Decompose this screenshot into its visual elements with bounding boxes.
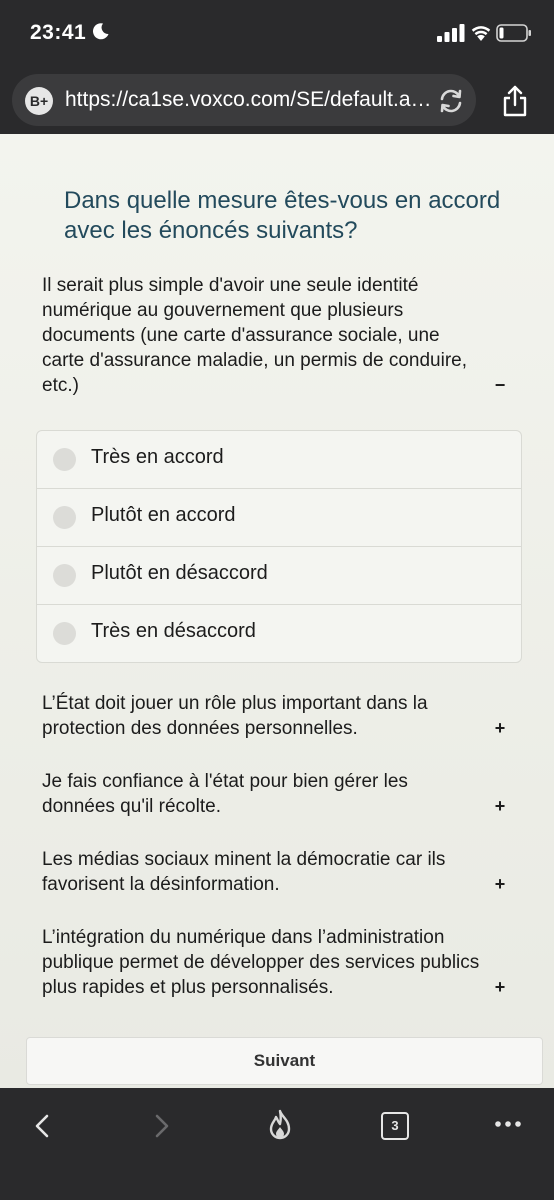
flame-icon[interactable] — [264, 1108, 296, 1144]
statement-5[interactable] — [42, 925, 512, 1000]
moon-icon — [92, 22, 110, 40]
cellular-signal-icon — [437, 24, 465, 42]
radio-button[interactable] — [53, 564, 76, 587]
option-plutot-en-desaccord[interactable] — [37, 547, 521, 605]
answer-options — [36, 430, 522, 663]
statement-4[interactable] — [42, 847, 512, 897]
next-button[interactable]: Suivant — [26, 1037, 543, 1085]
radio-button[interactable] — [53, 506, 76, 529]
url-text[interactable]: https://ca1se.voxco.com/SE/default.a… — [65, 88, 432, 111]
statement-2[interactable] — [42, 691, 512, 741]
status-time: 23:41 — [30, 21, 87, 44]
more-icon[interactable] — [494, 1118, 522, 1130]
statement-3[interactable] — [42, 769, 512, 819]
radio-button[interactable] — [53, 622, 76, 645]
reload-icon[interactable] — [437, 87, 465, 115]
expand-icon[interactable]: + — [494, 718, 506, 738]
share-icon[interactable] — [500, 84, 530, 118]
statement-text: L’État doit jouer un rôle plus important dans la protection des données personnelles. — [42, 693, 428, 739]
site-icon: B+ — [25, 87, 53, 115]
browser-address-bar — [0, 70, 554, 134]
option-label: Très en désaccord — [91, 620, 256, 642]
forward-icon[interactable] — [150, 1108, 174, 1144]
expand-icon[interactable]: + — [494, 874, 506, 894]
statement-text: Je fais confiance à l'état pour bien gérer les données qu'il récolte. — [42, 771, 408, 817]
url-field[interactable] — [12, 74, 476, 126]
tabs-button[interactable]: 3 — [381, 1112, 409, 1140]
battery-icon — [496, 24, 532, 42]
statement-1[interactable] — [42, 273, 512, 398]
expand-icon[interactable]: + — [494, 796, 506, 816]
statement-text: Il serait plus simple d'avoir une seule identité numérique au gouvernement que plusieurs documents (une carte d'assurance sociale, une carte d'assurance maladie, un permis de conduire, etc.) — [42, 275, 468, 396]
back-icon[interactable] — [30, 1108, 54, 1144]
option-tres-en-desaccord[interactable] — [37, 605, 521, 662]
option-label: Plutôt en accord — [91, 504, 236, 526]
option-plutot-en-accord[interactable] — [37, 489, 521, 547]
statement-text: Les médias sociaux minent la démocratie car ils favorisent la désinformation. — [42, 849, 446, 895]
radio-button[interactable] — [53, 448, 76, 471]
option-label: Très en accord — [91, 446, 224, 468]
option-tres-en-accord[interactable] — [37, 431, 521, 489]
status-bar — [0, 0, 554, 70]
statement-text: L’intégration du numérique dans l’administration publique permet de développer des services publics plus rapides et plus personnalisés. — [42, 927, 480, 998]
expand-icon[interactable]: + — [494, 977, 506, 997]
page-title: Dans quelle mesure êtes-vous en accord avec les énoncés suivants? — [64, 187, 501, 244]
wifi-icon — [470, 22, 492, 42]
option-label: Plutôt en désaccord — [91, 562, 268, 584]
browser-toolbar — [0, 1088, 554, 1200]
collapse-icon[interactable]: − — [494, 375, 506, 395]
survey-page — [0, 134, 554, 1088]
